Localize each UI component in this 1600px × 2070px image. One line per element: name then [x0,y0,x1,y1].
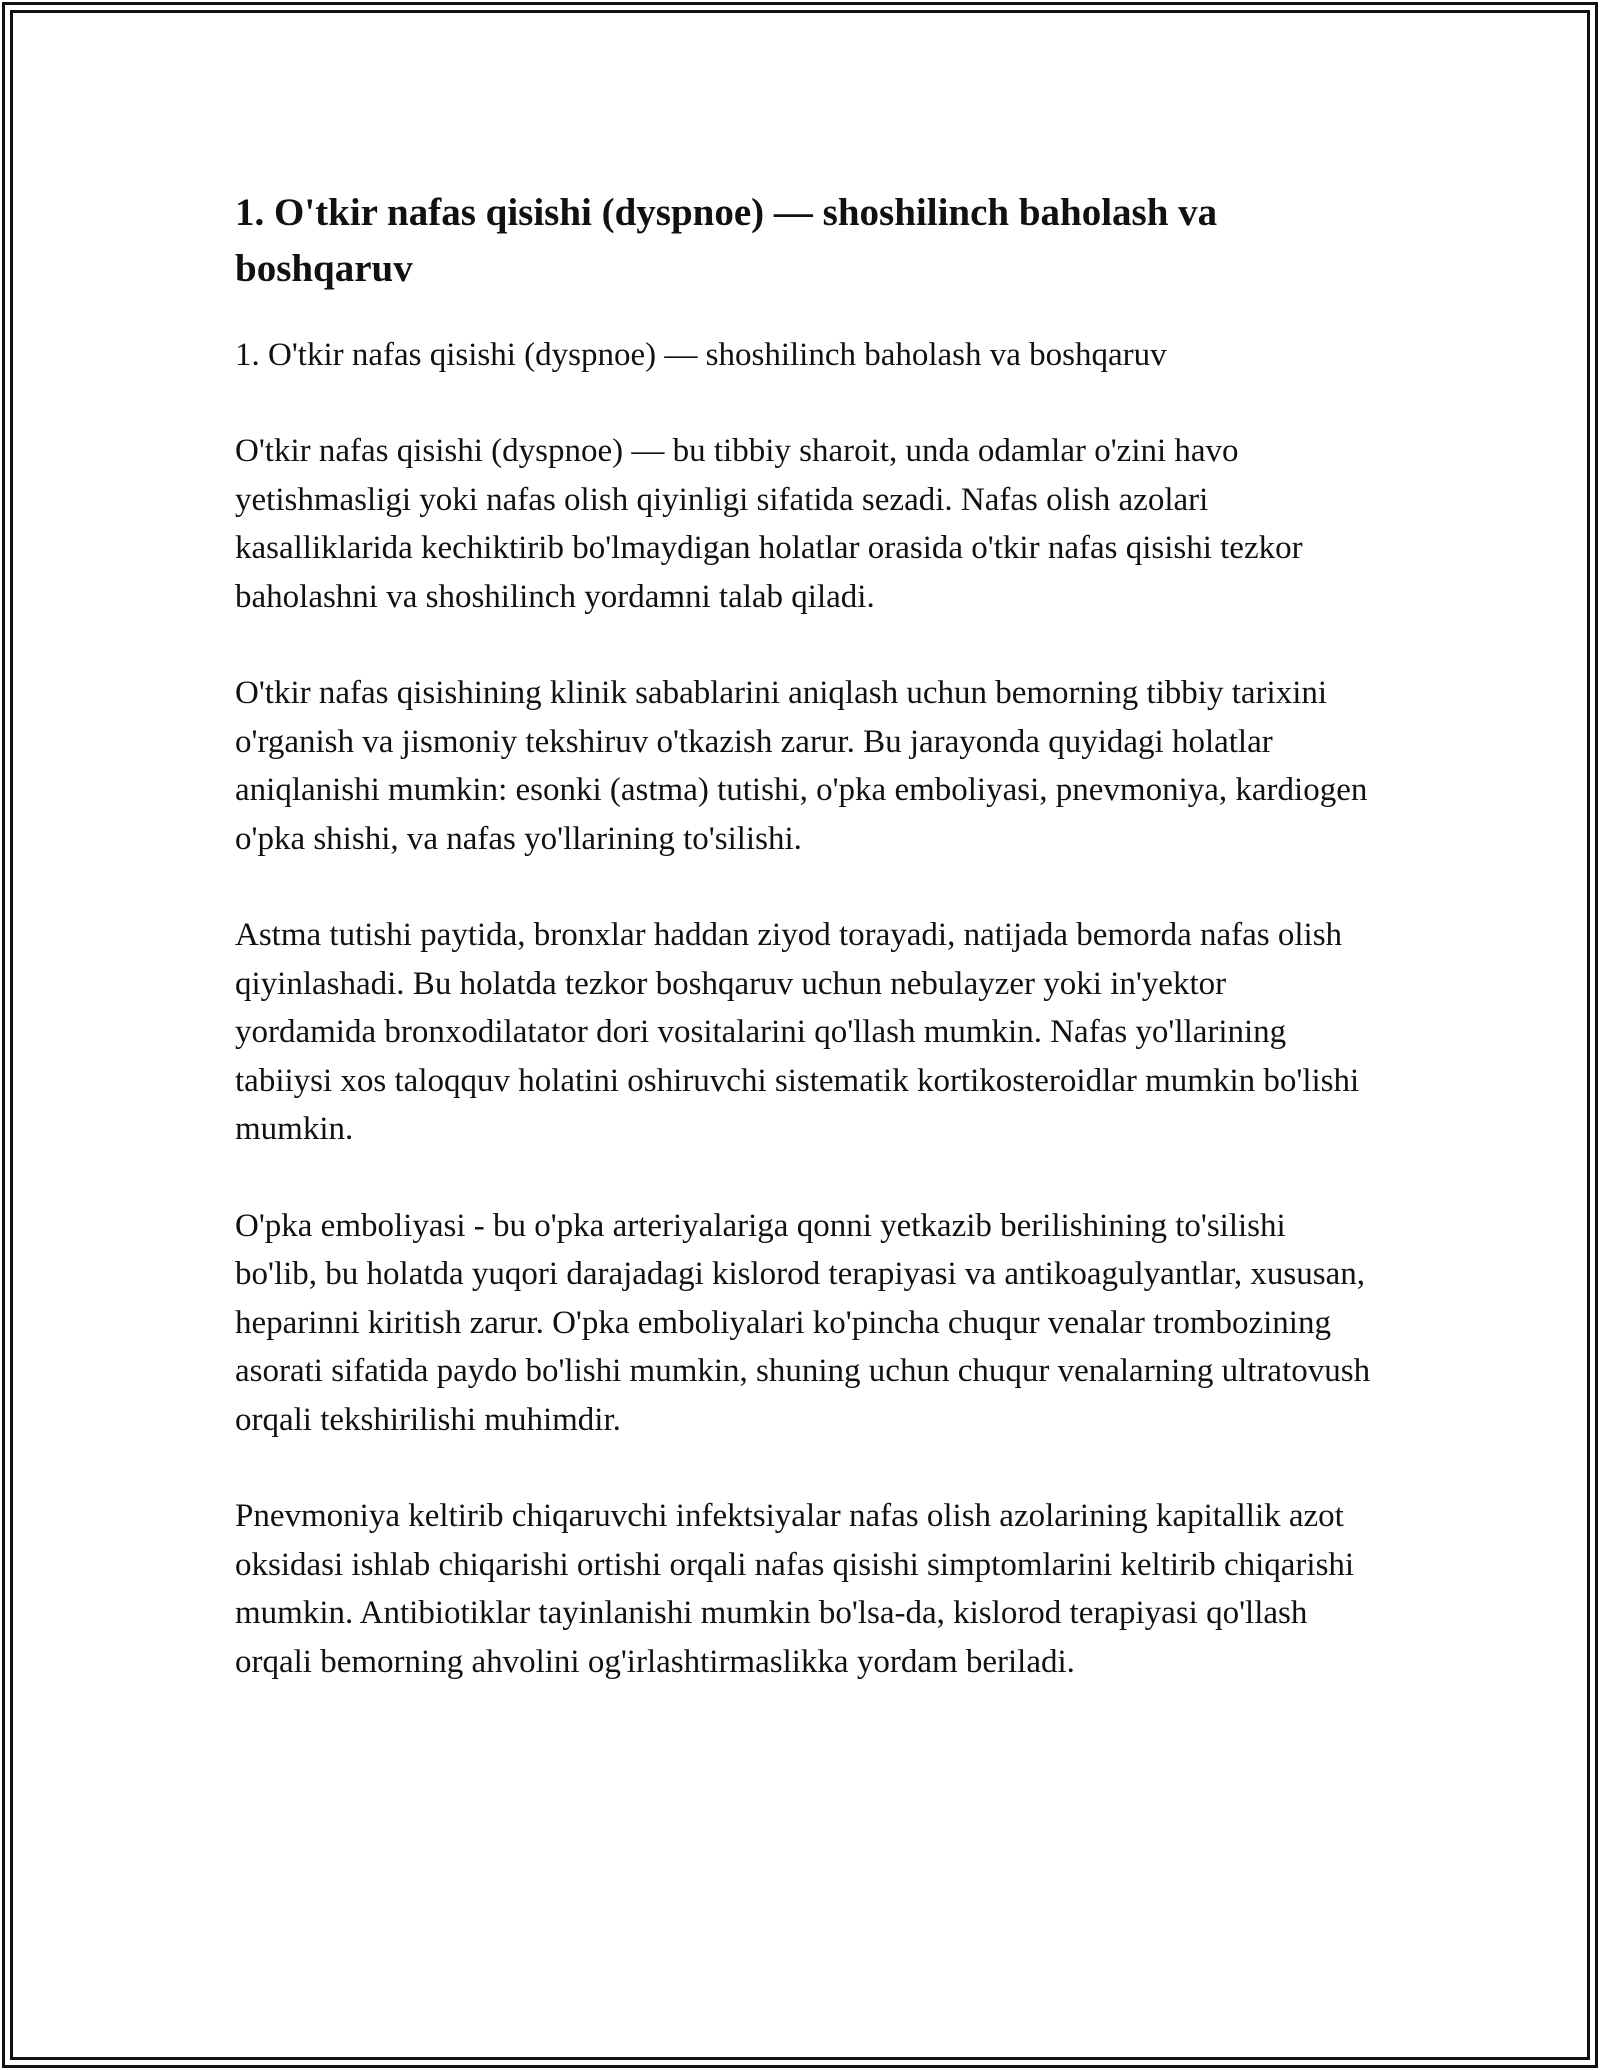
paragraph-pneumonia: Pnevmoniya keltirib chiqaruvchi infektsiyalar nafas olish azolarining kapitallik azot oksidasi ishlab chiqarishi ortishi orqali nafas qisishi simptomlarini keltirib chiqarishi mumkin. Antibiotiklar tayinlanishi mumkin bo'lsa-da, kislorod terapiyasi qo'llash orqali bemorning ahvolini og'irlashtirmaslikka yordam beriladi. [235,1498,1355,1680]
paragraph-intro: O'tkir nafas qisishi (dyspnoe) — bu tibbiy sharoit, unda odamlar o'zini havo yetishmasligi yoki nafas olish qiyinligi sifatida sezadi. Nafas olish azolari kasalliklarida kechiktirib bo'lmaydigan holatlar orasida o'tkir nafas qisishi tezkor baholashni va shoshilinch yordamni talab qiladi. [235,433,1303,615]
paragraph-asthma: Astma tutishi paytida, bronxlar haddan ziyod torayadi, natijada bemorda nafas olish qiyinlashadi. Bu holatda tezkor boshqaruv uchun nebulayzer yoki in'yektor yordamida bronxodilatator dori vositalarini qo'llash mumkin. Nafas yo'llarining tabiiysi xos taloqquv holatini oshiruvchi sistematik kortikosteroidlar mumkin bo'lishi mumkin. [235,917,1360,1147]
document-body [235,185,1375,1734]
paragraph-causes: O'tkir nafas qisishining klinik sabablarini aniqlash uchun bemorning tibbiy tarixini o'rganish va jismoniy tekshiruv o'tkazish zarur. Bu jarayonda quyidagi holatlar aniqlanishi mumkin: esonki (astma) tutishi, o'pka emboliyasi, pnevmoniya, kardiogen o'pka shishi, va nafas yo'llarining to'silishi. [235,675,1368,857]
paragraph-embolism: O'pka emboliyasi - bu o'pka arteriyalariga qonni yetkazib berilishining to'silishi bo'lib, bu holatda yuqori darajadagi kislorod terapiyasi va antikoagulyantlar, xususan, heparinni kiritish zarur. O'pka emboliyalari ko'pincha chuqur venalar trombozining asorati sifatida paydo bo'lishi mumkin, shuning uchun chuqur venalarning ultratovush orqali tekshirilishi muhimdir. [235,1207,1371,1438]
document-title: 1. O'tkir nafas qisishi (dyspnoe) — shoshilinch baholash va boshqaruv [235,191,1218,290]
document-subtitle: 1. O'tkir nafas qisishi (dyspnoe) — shoshilinch baholash va boshqaruv [235,337,1167,373]
